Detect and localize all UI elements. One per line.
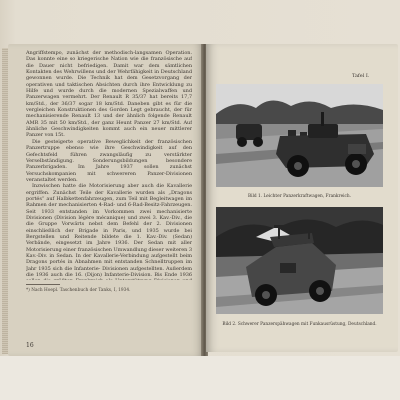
figure-caption: Bild 1. Leichter Panzerkraftwagen, Frankreich. xyxy=(247,194,352,199)
footnote-rule xyxy=(26,284,60,285)
paragraph: Die gesteigerte operative Beweglichkeit der französischen Panzertruppe ebenso wie ihre Geschwindigkeit auf den Gefechtsfeld führen zwangsläufig zu verstärkter Verselbständigung. Sonderungsbildungen besondere Panzerbrigaden. Im Jahre 1937 sollen zunächst Versuchskompanien mit schwereren Panzer-Divisionen veranstaltet werden. xyxy=(26,138,192,183)
figure-caption: Bild 2. Schwerer Panzerspähwagen mit Funkausrüstung, Deutschland. xyxy=(222,322,377,327)
footnote: *) Nach Hoepl. Taschenbuch der Tanks, I, 1934. xyxy=(26,288,131,293)
plate-title: Tafel I. xyxy=(352,73,370,79)
photo-heavy-armored-car xyxy=(216,207,383,314)
paragraph: Angriffstempo, zunächst der methodisch-langsamen Operation. Das konnte eine so kriegerische Nation wie die französische auf die Dauer nicht befriedigen. Damit war dem sämtlichen Kontakten des Wehrwillens und der Wehrfähigkeit in Deutschland gewonnen wurde. Die Technik hat dem Gesetzvorgang der operativen und taktischen Absichten durch ihre Entwicklung zu Hilfe und wurde durch die modernen Spezialwaffen und Panzerwagen vermehrt. Der Renault R 35/37 hat bereits 17,7 km/Std., der 36/37 sogar 18 km/Std. Daneben gibt es für die vergleichen Konstruktionen des Gorden Legt gebraucht, der für mechanisierende Renault 13 und der ähnlich folgende Renault AMR 35 mit 50 km/Std., der ganz Heunt Panzer 27 km/Std. Auf ähnliche Geschwindigkeiten kommt auch ein neuer mittlerer Panzer von 15t. xyxy=(26,50,192,139)
body-text xyxy=(26,50,192,280)
page-number: 16 xyxy=(26,342,34,349)
paragraph: Inzwischen hatte die Motorisierung aber auch die Kavallerie ergriffen. Zunächst Teile der Kavallerie wurden als „Dragons portés“ auf Halbkettenfahrzeugen, zum Teil mit Begleitwagen im Rahmen der mechanisierten 4-Rad- und 6-Rad-Besitz-Fahrzeugen. Seit 1933 entstanden im Vorkommen zwei mechanisierte Divisionen (Division légère mécanique) und zwei 3. Kav.-Div., die die Gruppe Vorwärts nebst dem Befehl der 2. Divisionen einschließlich der Brigade in Paris, und 1935 wurde bei Bergstellen und Reitende bildete die 1. Kav.-Div. (Sedan) Verbände, eingesetzt im Jahre 1936. Der Sedan mit aller Motorisierung einer französischen Umwandlung dieser weiteren 3 Kav.-Div. in Sedan. In der Kavallerie-Verbindung aufgestellt beim Dragons portés in Abnahmen mit entstanden Schnelltruppen im Jahr 1935 sich die Infanterie- Divisionen aufgestellten. Außerdem die 1936 auch die 16. (Dijon) Infanterie-Division. Bis Ende 1936 xyxy=(26,183,192,279)
photo-light-armored-car xyxy=(216,84,383,187)
background-surface xyxy=(0,356,400,400)
